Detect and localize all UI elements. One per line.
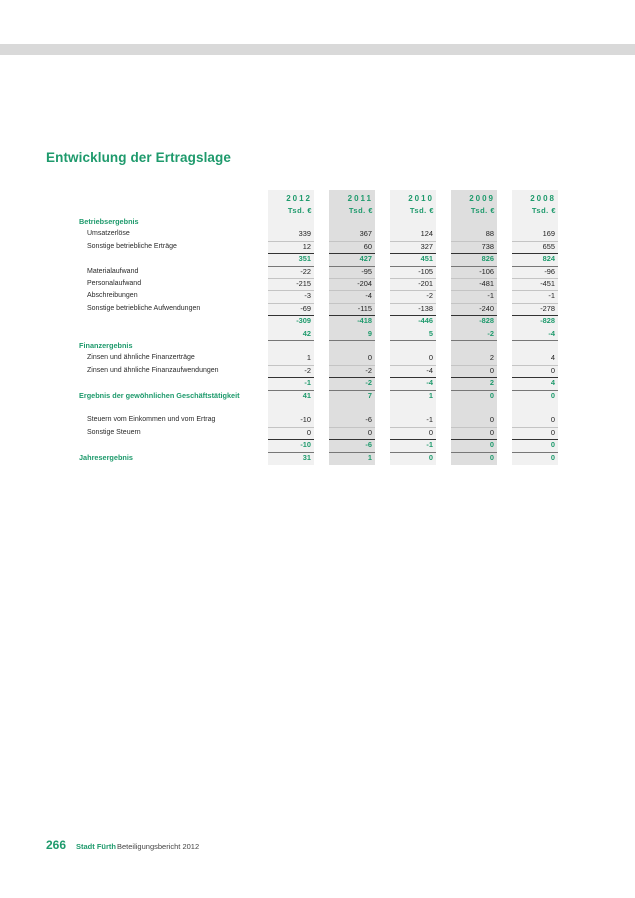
row-label: Jahresergebnis: [79, 452, 133, 462]
row-label: Sonstige betriebliche Aufwendungen: [87, 304, 201, 312]
table-cell: 169: [542, 229, 555, 239]
page-number: 266: [46, 838, 67, 852]
row-label: Abschreibungen: [87, 292, 138, 300]
year-header: 2012: [286, 194, 312, 203]
year-header: 2009: [469, 194, 495, 203]
table-row: [0, 228, 635, 240]
table-cell: -6: [365, 440, 372, 450]
table-cell: 0: [306, 427, 311, 437]
table-cell: 0: [550, 415, 555, 425]
table-cell: 2: [489, 353, 494, 363]
table-cell: -6: [365, 415, 372, 425]
table-cell: 0: [550, 390, 555, 400]
unit-header: Tsd. €: [348, 206, 373, 215]
table-cell: 0: [550, 365, 555, 375]
table-cell: 0: [550, 452, 555, 462]
row-label: Steuern vom Einkommen und vom Ertrag: [87, 416, 216, 424]
page-title: Entwicklung der Ertragslage: [46, 150, 231, 165]
table-cell: -106: [479, 266, 494, 276]
table-cell: -10: [300, 440, 311, 450]
footer-brand: Stadt Fürth: [76, 842, 116, 851]
table-cell: -1: [426, 440, 433, 450]
row-label: Zinsen und ähnliche Finanzerträge: [87, 354, 195, 362]
table-row: [0, 452, 635, 464]
table-cell: 0: [428, 353, 433, 363]
table-cell: 42: [302, 328, 311, 338]
table-cell: 0: [489, 427, 494, 437]
table-cell: -201: [418, 279, 433, 288]
table-row: [0, 315, 635, 327]
table-cell: 427: [359, 254, 372, 264]
table-cell: 655: [542, 241, 555, 251]
table-cell: 339: [298, 229, 311, 239]
table-cell: 0: [489, 365, 494, 375]
table-cell: -451: [540, 279, 555, 288]
unit-header: Tsd. €: [287, 206, 312, 215]
table-row: [0, 278, 635, 290]
table-row: [0, 290, 635, 302]
table-cell: -4: [548, 328, 555, 338]
year-header: 2008: [530, 194, 556, 203]
table-row: [0, 402, 635, 414]
table-cell: -105: [418, 266, 433, 276]
table-cell: -278: [540, 303, 555, 313]
unit-header: Tsd. €: [470, 206, 495, 215]
table-cell: -1: [487, 291, 494, 301]
table-cell: 88: [485, 229, 494, 239]
table-cell: -309: [296, 316, 311, 326]
table-cell: -1: [426, 415, 433, 425]
unit-header: Tsd. €: [409, 206, 434, 215]
table-cell: 0: [428, 452, 433, 462]
table-cell: -96: [544, 266, 555, 276]
table-cell: 0: [367, 427, 372, 437]
year-header: 2010: [408, 194, 434, 203]
table-cell: -2: [365, 378, 372, 388]
row-label: Umsatzerlöse: [87, 230, 130, 238]
table-cell: -2: [304, 365, 311, 375]
section-row: [0, 216, 635, 228]
table-cell: -828: [479, 316, 494, 326]
table-cell: 124: [420, 229, 433, 239]
table-cell: 60: [363, 241, 372, 251]
table-cell: 7: [367, 390, 372, 400]
table-cell: 1: [367, 452, 372, 462]
table-cell: -204: [357, 279, 372, 288]
table-cell: -3: [304, 291, 311, 301]
table-row: [0, 241, 635, 253]
table-cell: 0: [550, 427, 555, 437]
unit-header: Tsd. €: [531, 206, 556, 215]
footer-text: Beteiligungsbericht 2012: [117, 842, 200, 851]
table-cell: 4: [550, 378, 555, 388]
table-cell: 5: [428, 328, 433, 338]
table-cell: 1: [306, 353, 311, 363]
table-cell: 451: [420, 254, 433, 264]
table-cell: -138: [418, 303, 433, 313]
table-cell: -418: [357, 316, 372, 326]
row-label: Sonstige Steuern: [87, 428, 141, 436]
table-row: [0, 352, 635, 364]
table-cell: -4: [365, 291, 372, 301]
section-row: [0, 340, 635, 352]
table-cell: 738: [481, 241, 494, 251]
table-cell: 327: [420, 241, 433, 251]
row-label: Personalaufwand: [87, 280, 142, 287]
table-cell: 0: [489, 415, 494, 425]
table-cell: -10: [300, 415, 311, 425]
table-cell: -2: [426, 291, 433, 301]
table-cell: 31: [302, 452, 311, 462]
row-label: Ergebnis der gewöhnlichen Geschäftstätigkeit: [79, 390, 240, 400]
table-cell: 4: [550, 353, 555, 363]
table-cell: -69: [300, 303, 311, 313]
row-label: Betriebsergebnis: [79, 217, 139, 226]
table-cell: 0: [428, 427, 433, 437]
year-header: 2011: [347, 194, 373, 203]
table-cell: -4: [426, 378, 433, 388]
table-row: [0, 439, 635, 451]
table-cell: 0: [550, 440, 555, 450]
table-row: [0, 328, 635, 340]
table-cell: -1: [304, 378, 311, 388]
table-cell: -240: [479, 303, 494, 313]
table-cell: 2: [489, 378, 494, 388]
table-row: [0, 377, 635, 389]
row-label: Finanzergebnis: [79, 341, 133, 350]
table-cell: 41: [302, 390, 311, 400]
row-label: Materialaufwand: [87, 267, 139, 275]
table-cell: 351: [298, 254, 311, 264]
table-cell: -215: [296, 279, 311, 288]
table-cell: 0: [367, 353, 372, 363]
table-cell: 0: [489, 390, 494, 400]
table-cell: -2: [487, 328, 494, 338]
table-cell: 0: [489, 440, 494, 450]
table-cell: -2: [365, 365, 372, 375]
table-cell: 826: [481, 254, 494, 264]
table-cell: -4: [426, 365, 433, 375]
row-label: Sonstige betriebliche Erträge: [87, 242, 177, 250]
table-cell: -828: [540, 316, 555, 326]
table-cell: 0: [489, 452, 494, 462]
table-row: [0, 266, 635, 278]
table-cell: 12: [302, 241, 311, 251]
table-cell: -446: [418, 316, 433, 326]
table-row: [0, 365, 635, 377]
table-row: [0, 427, 635, 439]
table-cell: -1: [548, 291, 555, 301]
table-cell: 824: [542, 254, 555, 264]
table-cell: -95: [361, 266, 372, 276]
table-row: [0, 390, 635, 402]
table-cell: 1: [428, 390, 433, 400]
table-cell: 367: [359, 229, 372, 239]
table-row: [0, 414, 635, 426]
table-cell: -481: [479, 279, 494, 288]
table-cell: -115: [357, 303, 372, 313]
table-row: [0, 253, 635, 265]
table-cell: 9: [367, 328, 372, 338]
table-cell: -22: [300, 266, 311, 276]
row-label: Zinsen und ähnliche Finanzaufwendungen: [87, 366, 219, 374]
table-row: [0, 303, 635, 315]
